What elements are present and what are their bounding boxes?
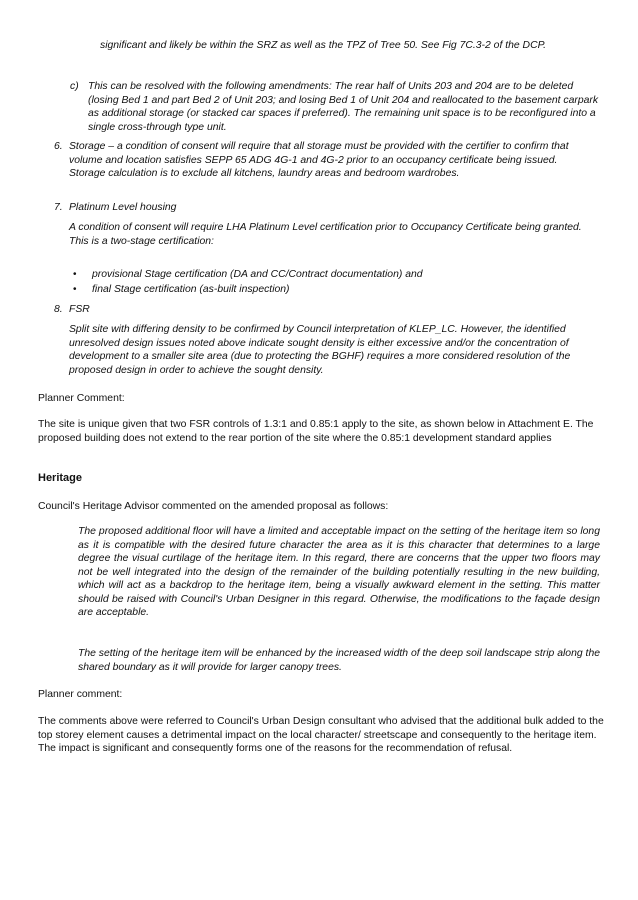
planner-comment-text: The site is unique given that two FSR controls of 1.3:1 and 0.85:1 apply to the site, as shown below in Attachment E. The proposed building does not extend to the rear portion of the site where the 0.85:1 development standard applies bbox=[38, 419, 594, 444]
item-7-bullet-2: final Stage certification (as-built inspection) bbox=[92, 284, 290, 295]
item-6-text: Storage – a condition of consent will require that all storage must be provided with the certifier to confirm that volume and location satisfies SEPP 65 ADG 4G-1 and 4G-2 prior to an occupancy certificate being issued. Storage calculation is to exclude all kitchens, laundry areas and bedroom wardrobes. bbox=[69, 141, 569, 179]
item-6-marker: 6. bbox=[54, 141, 63, 152]
item-8-title: FSR bbox=[69, 304, 90, 315]
continuation-paragraph: significant and likely be within the SRZ as well as the TPZ of Tree 50. See Fig 7C.3-2 of the DCP. bbox=[100, 40, 547, 51]
heritage-intro: Council's Heritage Advisor commented on the amended proposal as follows: bbox=[38, 501, 389, 512]
item-7-text: A condition of consent will require LHA Platinum Level certification prior to Occupancy Certificate being granted. This is a two-stage certification: bbox=[69, 222, 582, 247]
item-7-title: Platinum Level housing bbox=[69, 202, 177, 213]
heritage-quote-1: The proposed additional floor will have a limited and acceptable impact on the setting of the heritage item so long as it is compatible with the desired future character the area as it is this character that determines to a large degree the visual curtilage of the heritage item. In this regard, there are concerns that the upper two floors may not be well integrated into the design of the remainder of the building potentially resulting in the new building, which will act as a backdrop to the heritage item, being a visually awkward element in the setting. This matter should be raised with Council's Urban Designer in this regard. Otherwise, the modifications to the façade design are acceptable. bbox=[78, 526, 600, 618]
item-c-text: This can be resolved with the following amendments: The rear half of Units 203 and 204 are to be deleted (losing Bed 1 and part Bed 2 of Unit 203; and losing Bed 1 of Unit 204 and reallocated to the basement carpark as additional storage (or stacked car spaces if preferred). The remaining unit space is to be reconfigured into a single cross-through type unit. bbox=[88, 81, 599, 133]
planner-comment-2-label: Planner comment: bbox=[38, 689, 123, 700]
bullet-dot-icon: • bbox=[73, 284, 77, 295]
item-7-marker: 7. bbox=[54, 202, 63, 213]
item-8-text: Split site with differing density to be confirmed by Council interpretation of KLEP_LC. However, the identified unresolved design issues noted above indicate sought density is either excessive and/or the concentration of development to a smaller site area (due to protecting the BGHF) requires a more considered resolution of the proposed design in order to achieve the sought density. bbox=[69, 324, 571, 376]
planner-comment-label: Planner Comment: bbox=[38, 393, 125, 404]
item-8-marker: 8. bbox=[54, 304, 63, 315]
item-c-marker: c) bbox=[70, 81, 79, 92]
heritage-heading: Heritage bbox=[38, 472, 83, 484]
bullet-dot-icon: • bbox=[73, 269, 77, 280]
item-7-bullet-1: provisional Stage certification (DA and CC/Contract documentation) and bbox=[92, 269, 423, 280]
heritage-quote-2: The setting of the heritage item will be enhanced by the increased width of the deep soil landscape strip along the shared boundary as it will provide for larger canopy trees. bbox=[78, 648, 600, 673]
planner-comment-2-text: The comments above were referred to Council's Urban Design consultant who advised that the additional bulk added to the top storey element causes a detrimental impact on the local character/ streetscape and consequently to the heritage item. The impact is significant and consequently forms one of the reasons for the recommendation of refusal. bbox=[38, 716, 604, 754]
